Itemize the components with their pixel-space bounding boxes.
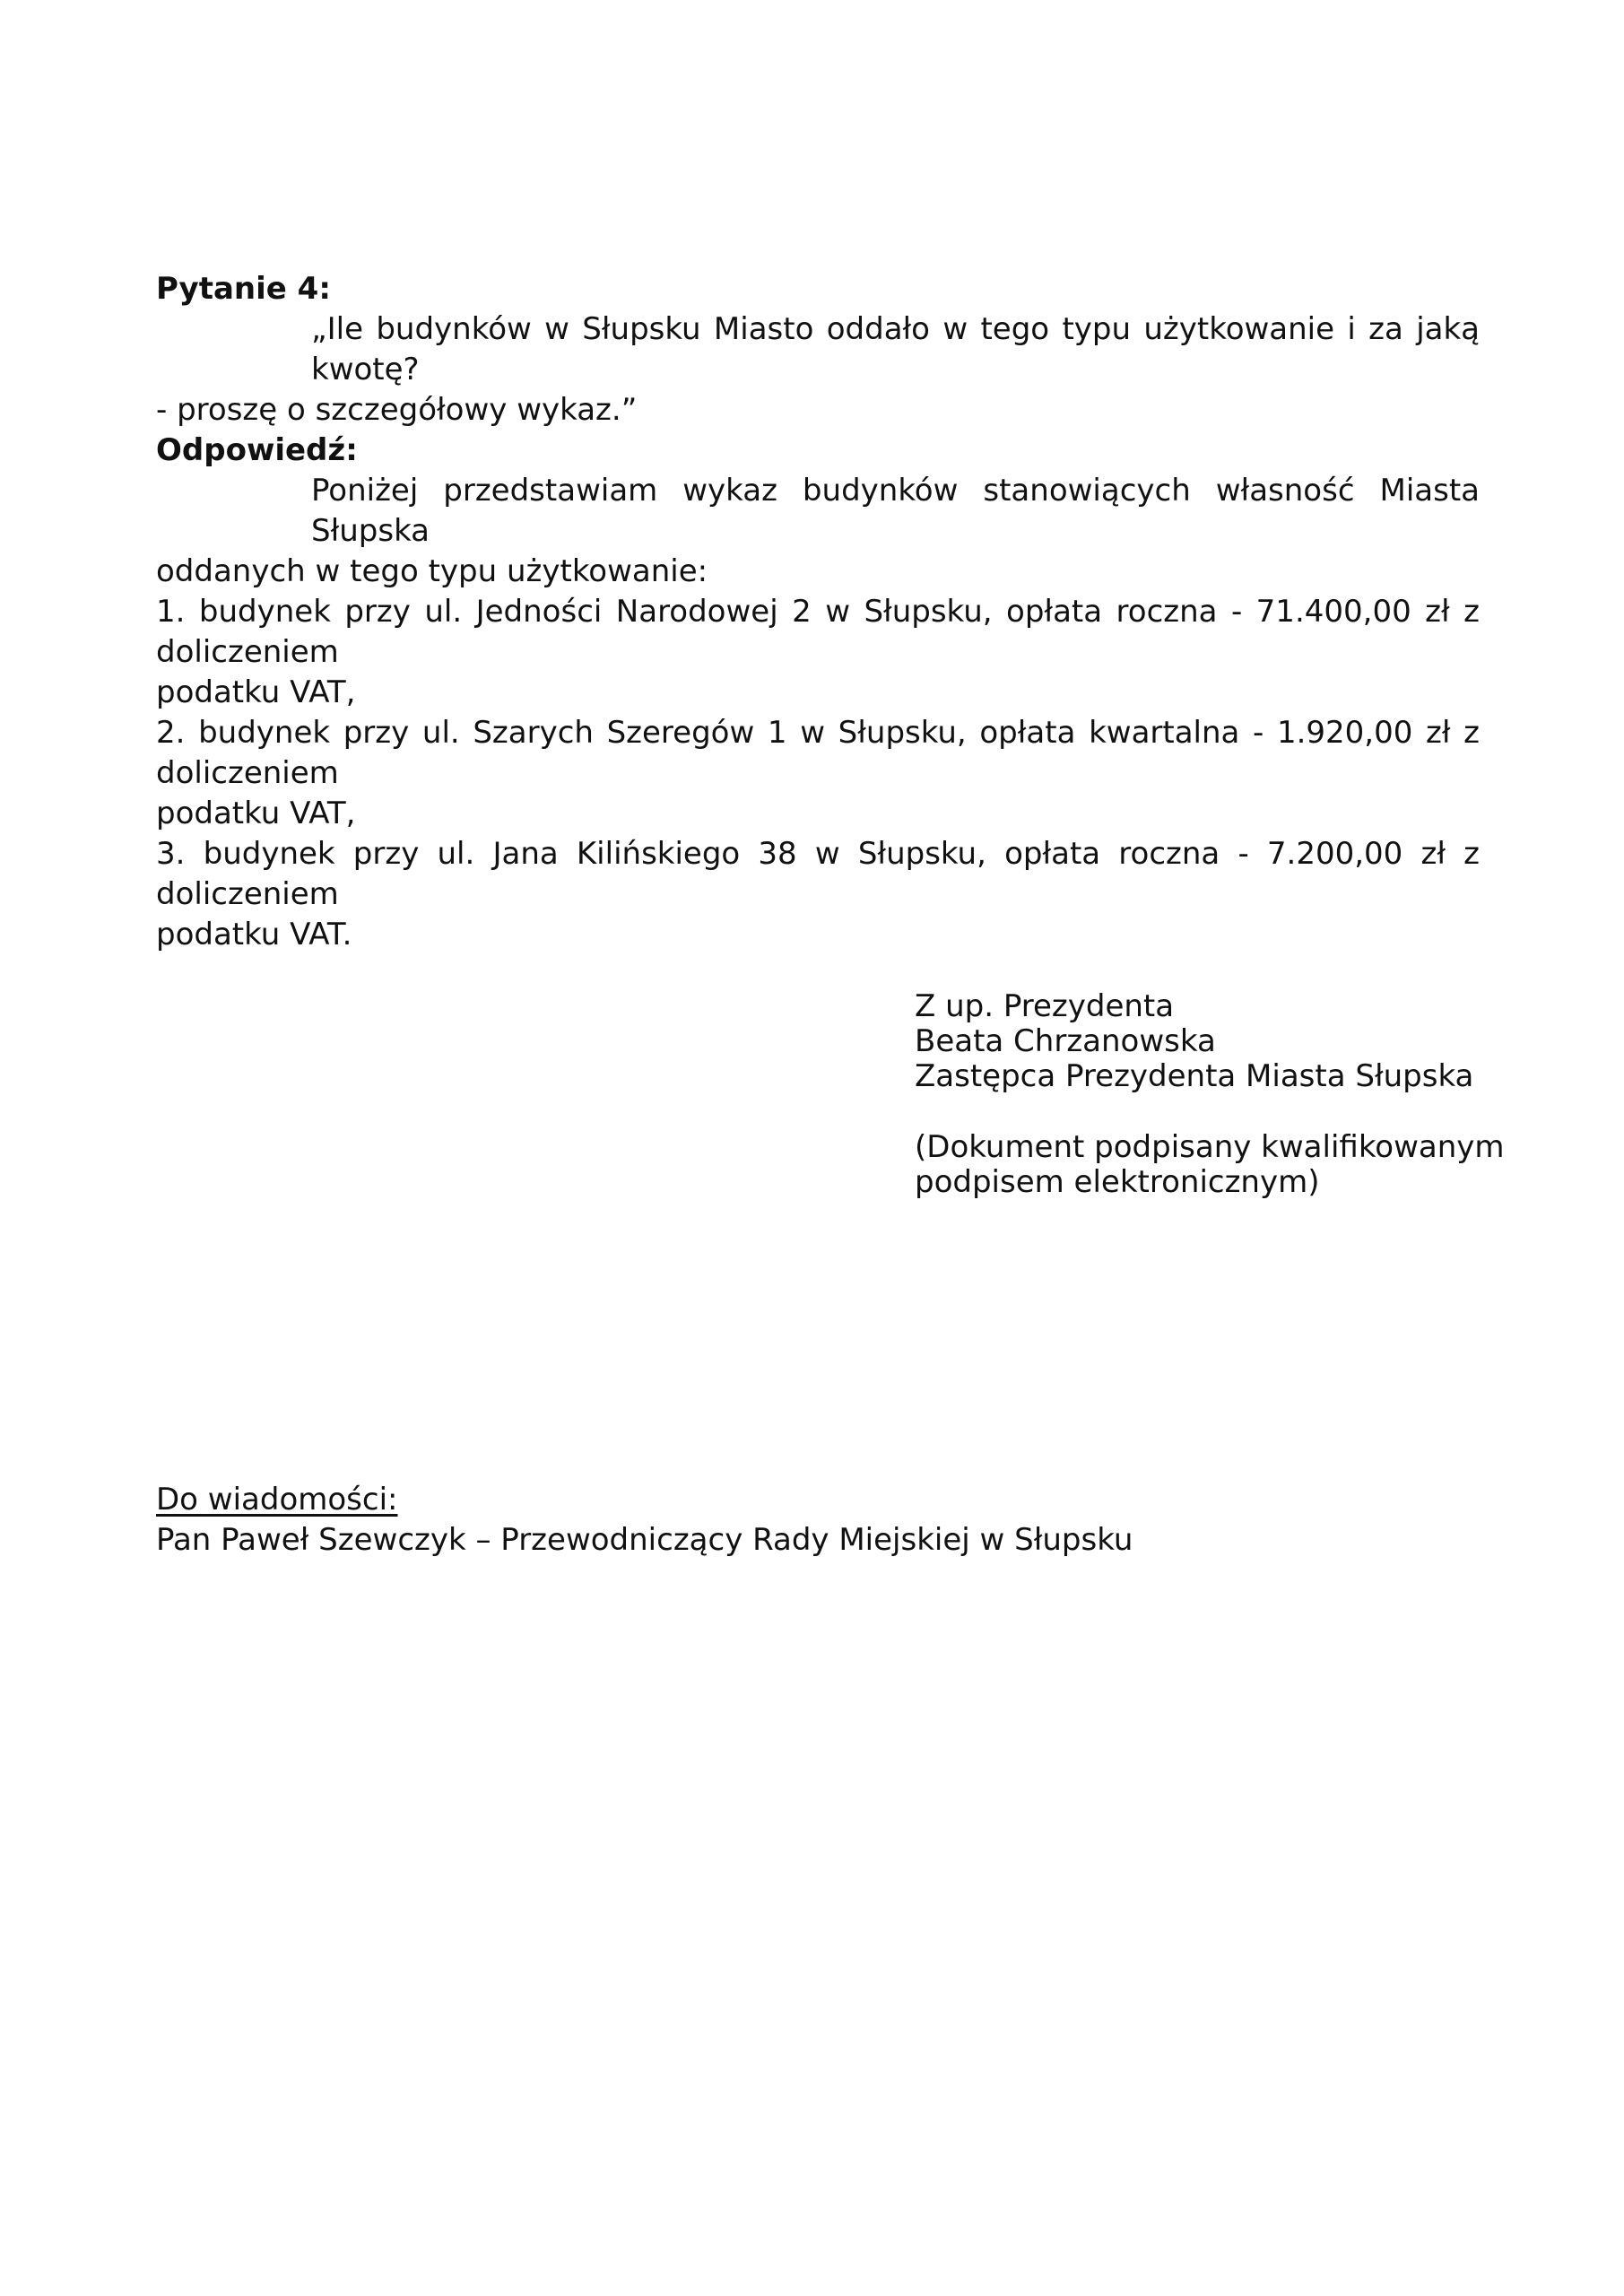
signature-block: [915, 989, 1542, 1200]
answer-intro-line-1: Poniżej przedstawiam wykaz budynków stanowiących własność Miasta Słupska: [311, 473, 1480, 549]
answer-intro-line-2: oddanych w tego typu użytkowanie:: [156, 553, 708, 589]
question-text-line-2: - proszę o szczegółowy wykaz.”: [156, 392, 638, 428]
list-item-2-line-2: podatku VAT,: [156, 796, 356, 831]
list-item-1-line-2: podatku VAT,: [156, 674, 356, 710]
cc-section: [156, 1480, 1322, 1561]
question-heading: Pytanie 4:: [156, 271, 331, 307]
signature-note-line-1: (Dokument podpisany kwalifikowanym: [915, 1129, 1505, 1165]
signature-spacer: [915, 1094, 1542, 1130]
list-item-3-line-2: podatku VAT.: [156, 917, 352, 952]
cc-recipient: Pan Paweł Szewczyk – Przewodniczący Rady Miejskiej w Słupsku: [156, 1522, 1133, 1558]
answer-heading: Odpowiedź:: [156, 432, 358, 468]
signature-authority: Z up. Prezydenta: [915, 988, 1175, 1024]
signer-name: Beata Chrzanowska: [915, 1023, 1216, 1059]
list-item-2-line-1: 2. budynek przy ul. Szarych Szeregów 1 w Słupsku, opłata kwartalna - 1.920,00 zł z doliczeniem: [156, 715, 1480, 791]
list-item-1-line-1: 1. budynek przy ul. Jedności Narodowej 2 w Słupsku, opłata roczna - 71.400,00 zł z doliczeniem: [156, 594, 1480, 670]
cc-heading: Do wiadomości:: [156, 1482, 398, 1518]
question-answer-section: [156, 269, 1480, 955]
signer-position: Zastępca Prezydenta Miasta Słupska: [915, 1058, 1474, 1094]
question-text-line-1: „Ile budynków w Słupsku Miasto oddało w tego typu użytkowanie i za jaką kwotę?: [311, 311, 1480, 387]
signature-note-line-2: podpisem elektronicznym): [915, 1164, 1320, 1200]
list-item-3-line-1: 3. budynek przy ul. Jana Kilińskiego 38 w Słupsku, opłata roczna - 7.200,00 zł z doliczeniem: [156, 836, 1480, 912]
